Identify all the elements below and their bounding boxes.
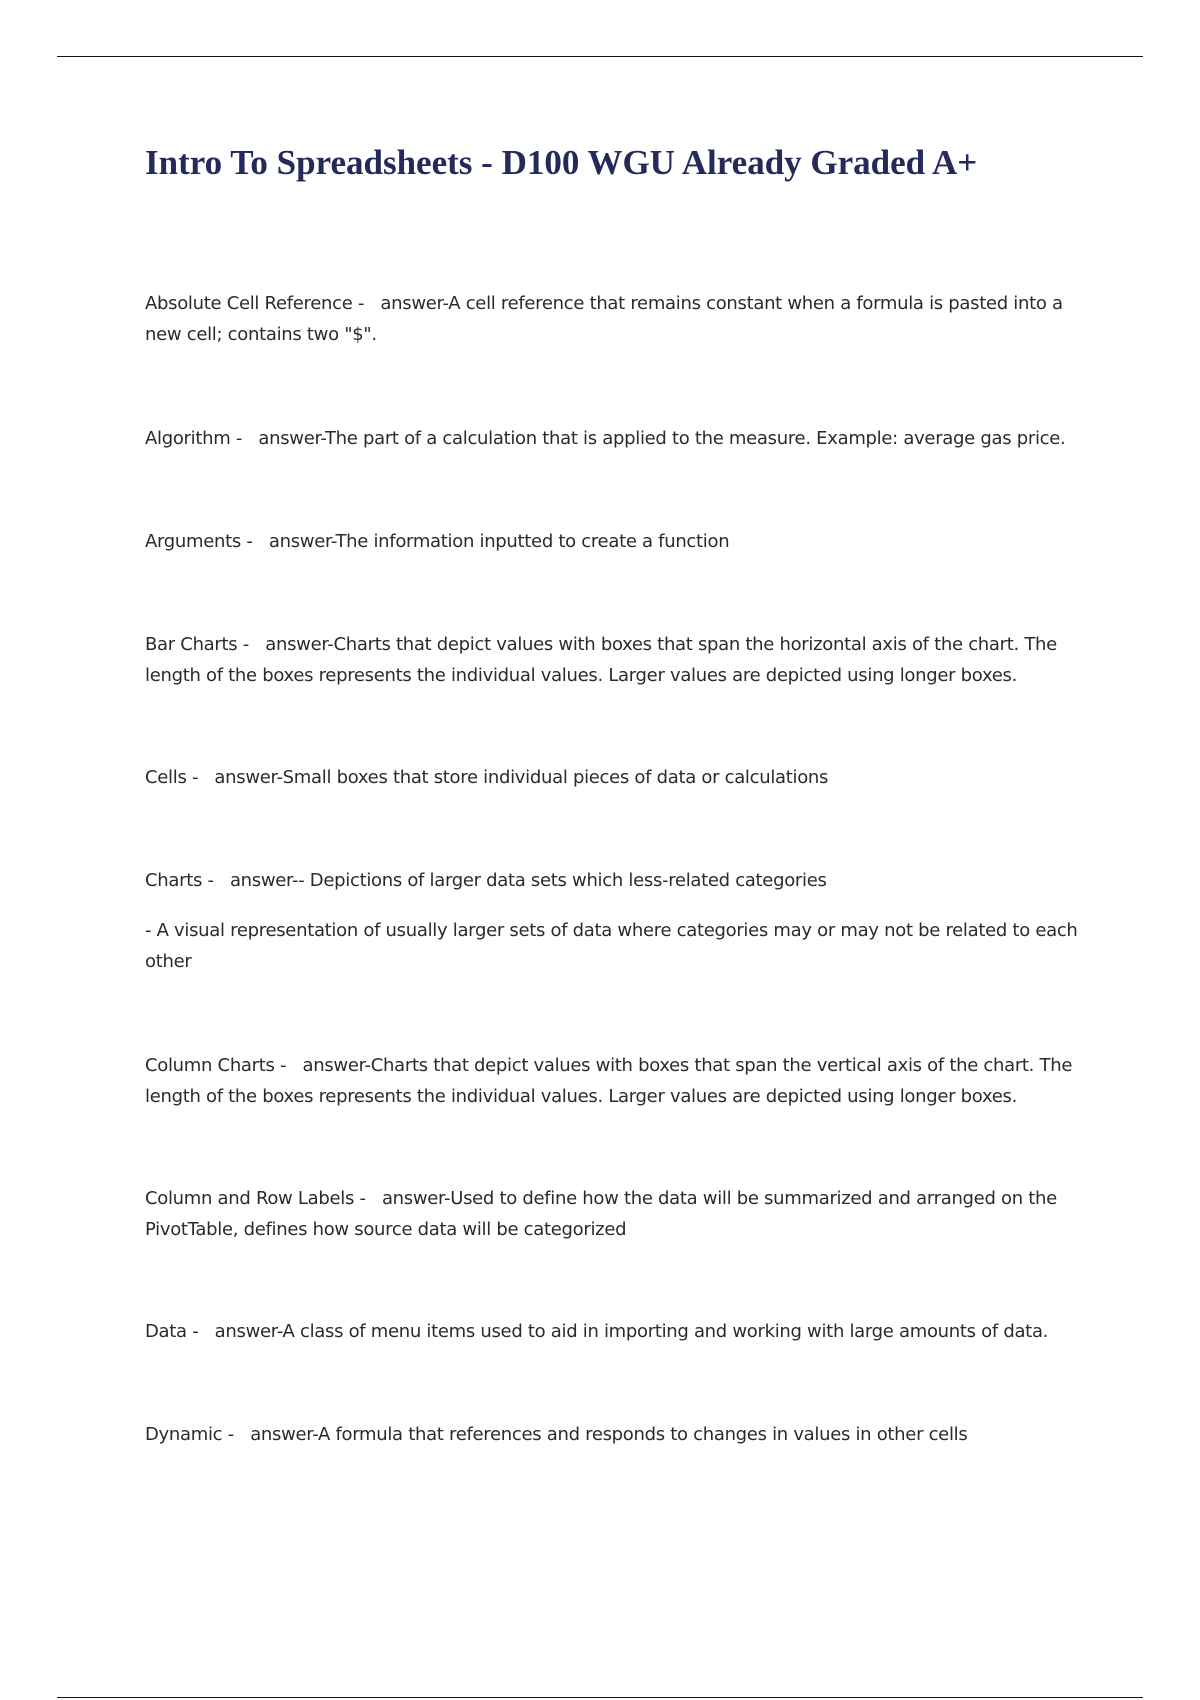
entry-definition: answer-A class of menu items used to aid in importing and working with large amounts of data. [214, 1321, 1049, 1342]
entry-term: Bar Charts [145, 634, 238, 655]
entry-line [145, 423, 1095, 454]
entry-separator: - [237, 634, 266, 655]
entry-definition: answer-The information inputted to create a function [268, 531, 730, 552]
entry-term: Cells [145, 767, 187, 788]
entry-separator: - [352, 293, 381, 314]
entry-term: Arguments [145, 531, 241, 552]
entry-term: Dynamic [145, 1424, 223, 1445]
entry-line [145, 526, 1095, 557]
entry-definition: answer-Small boxes that store individual pieces of data or calculations [214, 767, 829, 788]
entry-definition: answer-- Depictions of larger data sets which less-related categories [229, 870, 827, 891]
entry-term: Algorithm [145, 428, 231, 449]
entry-separator: - [230, 428, 259, 449]
entry-term: Absolute Cell Reference [145, 293, 353, 314]
glossary-entry-bar-charts [145, 629, 1095, 691]
glossary-entry-data [145, 1316, 1095, 1347]
entry-separator: - [202, 870, 230, 891]
entry-line [145, 762, 1095, 793]
entry-line [145, 629, 1095, 691]
entry-separator: - [354, 1188, 382, 1209]
entry-definition: answer-A formula that references and responds to changes in values in other cells [250, 1424, 968, 1445]
entry-definition: answer-Charts that depict values with boxes that span the vertical axis of the chart. The length of the boxes represents the individual values. Larger values are depicted using longer boxes. [145, 1055, 1073, 1107]
entry-line [145, 1050, 1095, 1112]
entry-definition: answer-Charts that depict values with boxes that span the horizontal axis of the chart. The length of the boxes represents the individual values. Larger values are depicted using longer boxes. [145, 634, 1057, 686]
page-title: Intro To Spreadsheets - D100 WGU Already Graded A+ [145, 143, 978, 182]
entry-line [145, 1419, 1095, 1450]
entry-line [145, 288, 1095, 350]
footer-rule [57, 1697, 1143, 1698]
glossary-entry-algorithm [145, 423, 1095, 454]
entry-separator: - [222, 1424, 251, 1445]
entry-separator: - [186, 1321, 215, 1342]
entry-line [145, 1183, 1095, 1245]
glossary-entry-column-and-row-labels [145, 1183, 1095, 1245]
entry-definition: answer-A cell reference that remains constant when a formula is pasted into a new cell; contains two "$". [145, 293, 1063, 345]
entry-separator: - [240, 531, 269, 552]
glossary-entry-charts [145, 865, 1095, 977]
entry-separator: - [186, 767, 215, 788]
header-rule [57, 56, 1143, 57]
glossary-entry-absolute-cell-reference [145, 288, 1095, 350]
entry-term: Charts [145, 870, 203, 891]
entry-term: Data [145, 1321, 187, 1342]
entry-definition: answer-Used to define how the data will be summarized and arranged on the PivotTable, defines how source data will be categorized [145, 1188, 1057, 1240]
glossary-entry-arguments [145, 526, 1095, 557]
entry-term: Column Charts [145, 1055, 275, 1076]
glossary-entry-cells [145, 762, 1095, 793]
entry-line [145, 1316, 1095, 1347]
entry-extra-definition: - A visual representation of usually larger sets of data where categories may or may not be related to each other [145, 920, 1078, 972]
glossary-entry-dynamic [145, 1419, 1095, 1450]
glossary-entry-column-charts [145, 1050, 1095, 1112]
entry-term: Column and Row Labels [145, 1188, 355, 1209]
entry-definition: answer-The part of a calculation that is applied to the measure. Example: average gas price. [258, 428, 1066, 449]
entry-separator: - [274, 1055, 303, 1076]
entry-line [145, 865, 1095, 896]
